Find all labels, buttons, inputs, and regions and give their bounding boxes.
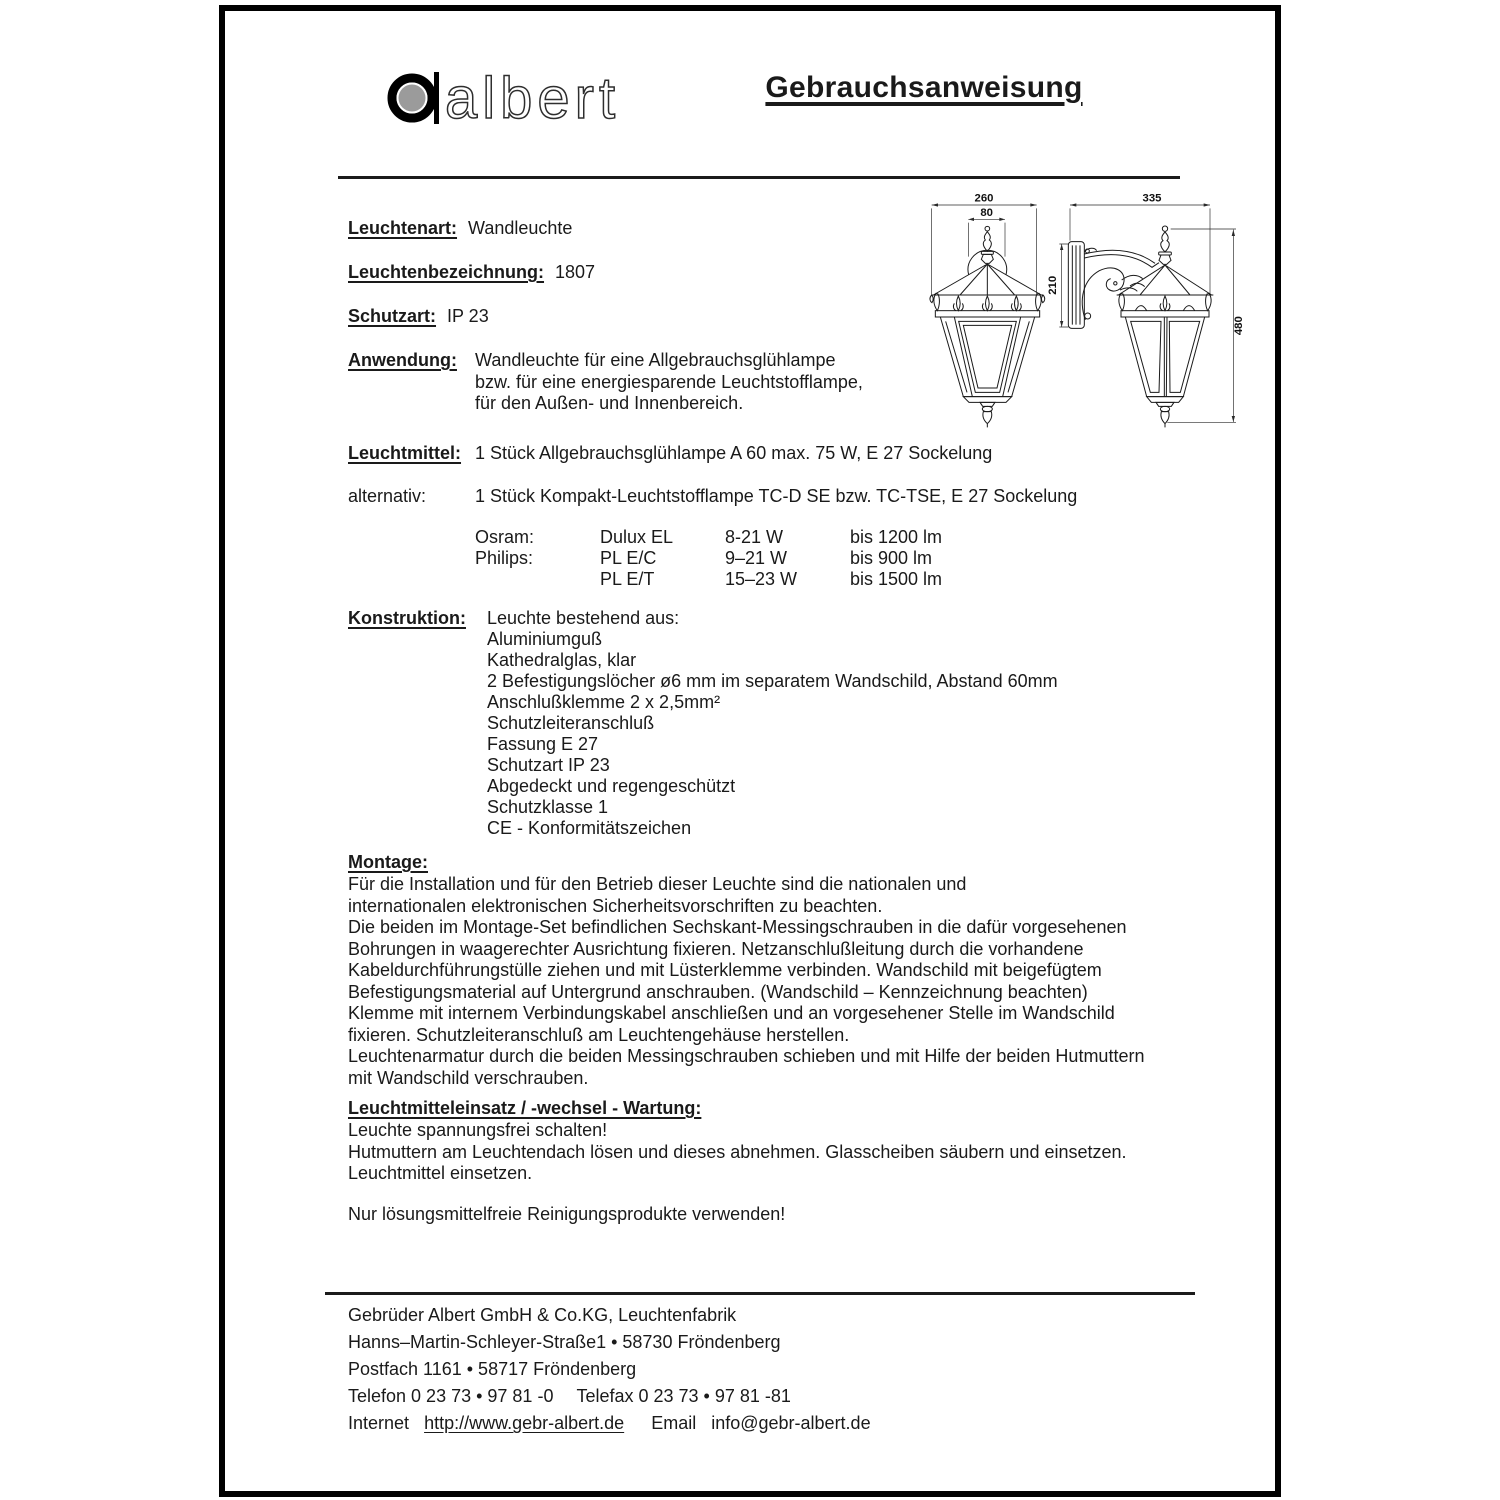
footer-company: Gebrüder Albert GmbH & Co.KG, Leuchtenfabrik	[348, 1305, 737, 1325]
field-label: alternativ:	[348, 486, 427, 506]
cell-model: PL E/C	[600, 548, 657, 568]
montage-line: fixieren. Schutzleiteranschluß am Leuchtengehäuse herstellen.	[348, 1024, 850, 1045]
konstruktion-line: Schutzklasse 1	[487, 797, 609, 817]
montage-line: mit Wandschild verschrauben.	[348, 1067, 589, 1088]
konstruktion-line: Fassung E 27	[487, 734, 599, 754]
footer-rule	[325, 1292, 1195, 1295]
wartung-line: Leuchtmittel einsetzen.	[348, 1163, 533, 1183]
lantern-side-view	[1117, 226, 1214, 427]
konstruktion-line: Abgedeckt und regengeschützt	[487, 776, 736, 796]
cell-watt: 8-21 W	[725, 527, 784, 547]
field-value: 1 Stück Allgebrauchsglühlampe A 60 max. 75 W, E 27 Sockelung	[475, 443, 993, 463]
montage-line: Leuchtenarmatur durch die beiden Messingschrauben schieben und mit Hilfe der beiden Hutmuttern	[348, 1046, 1145, 1066]
lantern-front-view	[930, 226, 1045, 427]
cell-model: Dulux EL	[600, 527, 674, 547]
field-value: 1807	[555, 262, 596, 282]
konstruktion-line: Schutzleiteranschluß	[487, 713, 655, 733]
dim-label-335: 335	[1142, 192, 1162, 205]
cell-brand: Osram:	[475, 527, 535, 547]
footer-email-label: Email	[651, 1413, 697, 1433]
montage-line: internationalen elektronischen Sicherheitsvorschriften zu beachten.	[348, 895, 883, 916]
cleaning-note: Nur lösungsmittelfreie Reinigungsprodukte verwenden!	[348, 1204, 786, 1224]
footer-internet-line	[348, 1413, 871, 1434]
website-link[interactable]: http://www.gebr-albert.de	[424, 1413, 625, 1433]
footer-phone-line	[348, 1386, 791, 1407]
header-rule	[338, 176, 1180, 179]
field-value: 1 Stück Kompakt-Leuchtstofflampe TC-D SE bzw. TC-TSE, E 27 Sockelung	[475, 486, 1078, 506]
cell-lumen: bis 900 lm	[850, 548, 933, 568]
dim-label-210: 210	[1047, 275, 1059, 295]
dim-label-480: 480	[1233, 316, 1245, 336]
section-heading: Montage:	[348, 852, 428, 872]
footer-email-value: info@gebr-albert.de	[711, 1413, 871, 1433]
anwendung-line: Wandleuchte für eine Allgebrauchsglühlampe	[475, 350, 836, 370]
company-logo	[384, 58, 634, 136]
anwendung-line: für den Außen- und Innenbereich.	[475, 393, 744, 413]
field-label: Schutzart:	[348, 306, 437, 326]
logo-text: albert	[445, 66, 621, 131]
cell-watt: 9–21 W	[725, 548, 788, 568]
field-label: Leuchtmittel:	[348, 443, 462, 463]
konstruktion-line: CE - Konformitätszeichen	[487, 818, 692, 838]
cell-watt: 15–23 W	[725, 569, 798, 589]
cell-brand: Philips:	[475, 548, 534, 568]
page-frame	[219, 5, 1281, 1497]
cell-model: PL E/T	[600, 569, 655, 589]
section-label: Konstruktion:	[348, 608, 466, 628]
wartung-line: Leuchte spannungsfrei schalten!	[348, 1120, 608, 1140]
dim-label-260: 260	[974, 192, 994, 205]
footer-telefon: Telefon 0 23 73 • 97 81 -0	[348, 1386, 554, 1406]
field-schutzart	[348, 306, 489, 328]
field-anwendung	[348, 350, 863, 413]
table-row	[475, 548, 933, 570]
field-value: IP 23	[447, 306, 489, 326]
field-label: Anwendung:	[348, 350, 457, 370]
technical-drawing	[900, 180, 1260, 442]
konstruktion-line: Leuchte bestehend aus:	[487, 608, 680, 628]
logo-mark	[392, 72, 439, 124]
field-value: Wandleuchte	[468, 218, 573, 238]
cell-lumen: bis 1200 lm	[850, 527, 943, 547]
montage-line: Befestigungsmaterial auf Untergrund anschrauben. (Wandschild – Kennzeichnung beachten)	[348, 981, 1088, 1002]
wartung-line: Hutmuttern am Leuchtendach lösen und dieses abnehmen. Glasscheiben säubern und einsetzen.	[348, 1141, 1127, 1162]
section-heading: Leuchtmitteleinsatz / -wechsel - Wartung:	[348, 1098, 702, 1118]
konstruktion-line: Kathedralglas, klar	[487, 650, 637, 670]
field-alternativ	[348, 486, 1078, 508]
dim-label-80: 80	[980, 207, 993, 219]
field-leuchtmittel	[348, 443, 993, 465]
konstruktion-line: Schutzart IP 23	[487, 755, 610, 775]
dimension-labels	[975, 192, 1245, 335]
field-leuchtenbezeichnung	[348, 262, 596, 284]
page-title: Gebrauchsanweisung	[765, 71, 1083, 104]
field-label: Leuchtenbezeichnung:	[348, 262, 545, 282]
table-row	[475, 527, 943, 549]
montage-line: Klemme mit internem Verbindungskabel anschließen und an vorgesehener Stelle im Wandschild	[348, 1003, 1115, 1023]
cell-lumen: bis 1500 lm	[850, 569, 943, 589]
footer-telefax: Telefax 0 23 73 • 97 81 -81	[576, 1386, 791, 1406]
konstruktion-line: Anschlußklemme 2 x 2,5mm²	[487, 692, 721, 712]
konstruktion-line: Aluminiumguß	[487, 629, 603, 649]
wall-bracket-side-view	[1068, 242, 1159, 329]
montage-line: Bohrungen in waagerechter Ausrichtung fixieren. Netzanschlußleitung durch die vorhandene	[348, 938, 1084, 959]
field-leuchtenart	[348, 218, 573, 240]
footer-internet-label: Internet	[348, 1413, 410, 1433]
konstruktion-line: 2 Befestigungslöcher ø6 mm im separatem Wandschild, Abstand 60mm	[487, 671, 1058, 691]
footer-address: Hanns–Martin-Schleyer-Straße1 • 58730 Fröndenberg	[348, 1332, 781, 1352]
montage-line: Für die Installation und für den Betrieb dieser Leuchte sind die nationalen und	[348, 874, 967, 894]
anwendung-line: bzw. für eine energiesparende Leuchtstofflampe,	[475, 371, 863, 392]
field-label: Leuchtenart:	[348, 218, 458, 238]
montage-line: Die beiden im Montage-Set befindlichen Sechskant-Messingschrauben in die dafür vorgesehenen	[348, 917, 1127, 937]
montage-line: Kabeldurchführungstülle ziehen und mit Lüsterklemme verbinden. Wandschild mit beigefügtem	[348, 960, 1102, 980]
footer-postfach: Postfach 1161 • 58717 Fröndenberg	[348, 1359, 637, 1379]
